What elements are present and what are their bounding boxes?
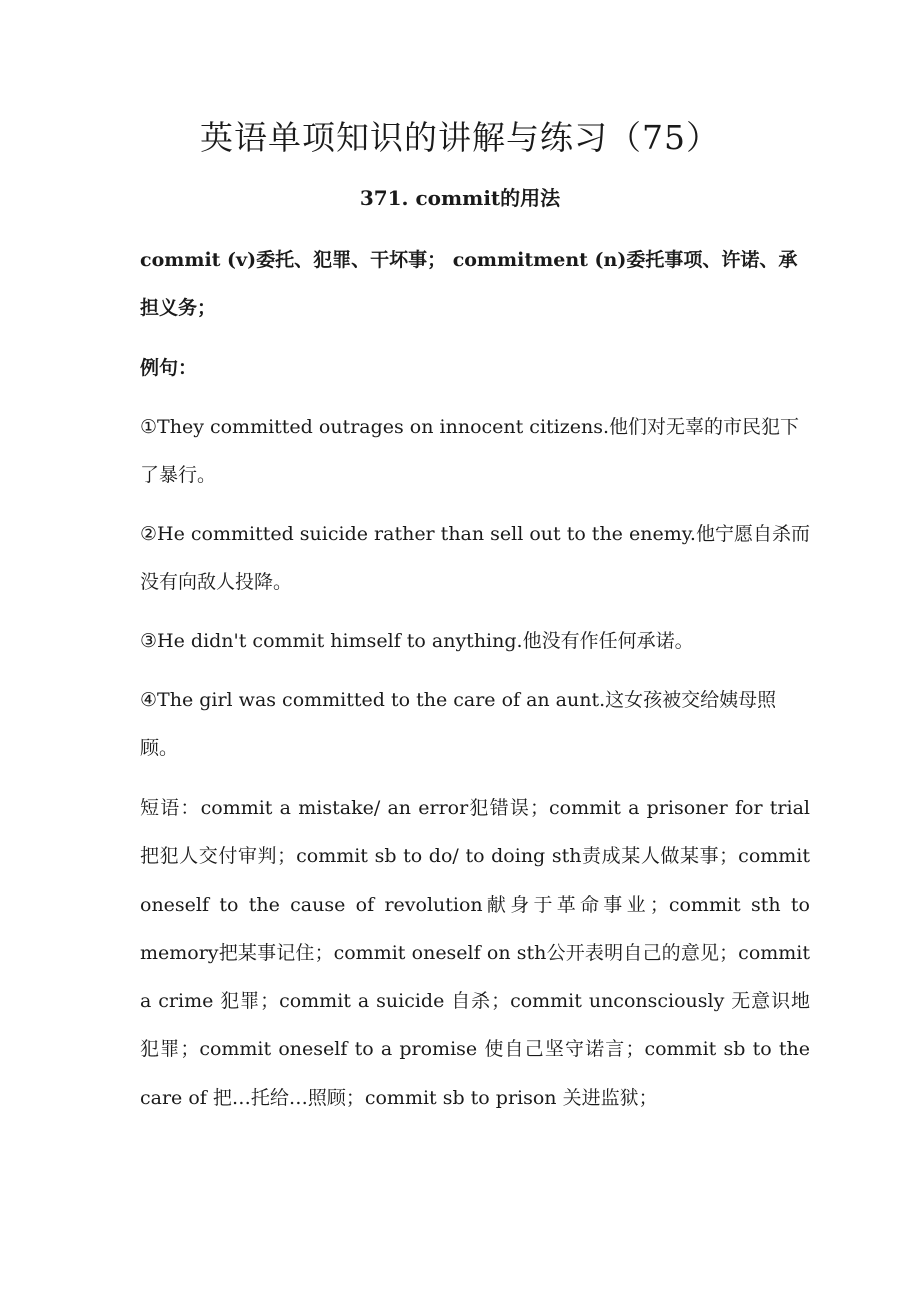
section-heading: 371. commit的用法 [359, 186, 561, 210]
document-body [140, 236, 810, 1122]
example-text: They committed outrages on innocent citizens.他们对无辜的市民犯下了暴行。 [140, 416, 800, 486]
example-sentence-2 [140, 510, 810, 606]
example-text: The girl was committed to the care of an aunt.这女孩被交给姨母照顾。 [140, 689, 777, 759]
example-label: 例句： [140, 357, 198, 379]
example-text: He didn't commit himself to anything.他没有作任何承诺。 [157, 630, 694, 652]
circled-number: ② [140, 523, 158, 545]
phrases-paragraph: 短语：commit a mistake/ an error犯错误；commit a prisoner for trial把犯人交付审判；commit sb to do/ to doing sth责成某人做某事；commit oneself to the cause of revolution献身于革命事业；commit sth to memory把某事记住；commit oneself on sth公开表明自己的意见；commit a crime 犯罪；commit a suicide 自杀；commit unconsciously 无意识地犯罪；commit oneself to a promise 使自己坚守诺言；commit sb to the care of 把…托给…照顾；commit sb to prison 关进监狱； [140, 797, 810, 1109]
definition-paragraph: commit (v)委托、犯罪、干坏事； commitment (n)委托事项、许诺、承担义务； [140, 249, 798, 319]
circled-number: ④ [140, 689, 158, 711]
example-sentence-1 [140, 403, 810, 499]
example-text: He committed suicide rather than sell out to the enemy.他宁愿自杀而没有向敌人投降。 [140, 523, 810, 593]
document-title: 英语单项知识的讲解与练习（75） [200, 118, 720, 157]
circled-number: ① [140, 416, 158, 438]
example-sentence-3 [140, 617, 810, 665]
circled-number: ③ [140, 630, 158, 652]
example-sentence-4 [140, 676, 810, 772]
